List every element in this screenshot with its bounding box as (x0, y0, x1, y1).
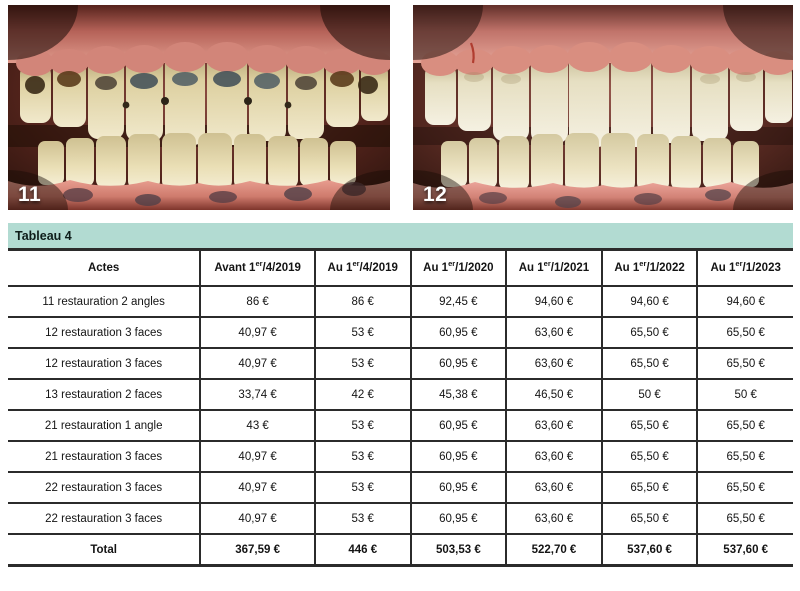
price-cell: 46,50 € (506, 379, 602, 410)
price-cell: 60,95 € (411, 317, 507, 348)
acte-cell: 22 restauration 3 faces (8, 503, 200, 534)
figure-pair (8, 5, 793, 210)
price-cell: 53 € (315, 503, 411, 534)
price-cell: 53 € (315, 472, 411, 503)
price-cell: 65,50 € (602, 317, 698, 348)
price-cell: 65,50 € (602, 410, 698, 441)
table-row (8, 379, 793, 410)
price-cell: 94,60 € (506, 286, 602, 317)
table-title-bar (8, 223, 793, 248)
table-row (8, 410, 793, 441)
price-cell: 40,97 € (200, 503, 315, 534)
table-row (8, 503, 793, 534)
price-cell: 40,97 € (200, 472, 315, 503)
price-cell: 42 € (315, 379, 411, 410)
acte-cell: 21 restauration 3 faces (8, 441, 200, 472)
column-header-au-2020: Au 1er/1/2020 (411, 250, 507, 287)
total-price-cell: 537,60 € (697, 534, 793, 566)
total-price-cell: 522,70 € (506, 534, 602, 566)
table-row (8, 472, 793, 503)
price-cell: 53 € (315, 348, 411, 379)
price-cell: 33,74 € (200, 379, 315, 410)
price-cell: 60,95 € (411, 410, 507, 441)
teeth-before-illustration (8, 5, 390, 210)
price-cell: 65,50 € (602, 441, 698, 472)
total-price-cell: 367,59 € (200, 534, 315, 566)
total-price-cell: 537,60 € (602, 534, 698, 566)
acte-cell: 12 restauration 3 faces (8, 317, 200, 348)
price-cell: 40,97 € (200, 441, 315, 472)
table-row (8, 317, 793, 348)
price-cell: 65,50 € (697, 472, 793, 503)
price-cell: 43 € (200, 410, 315, 441)
total-row (8, 534, 793, 566)
table-row (8, 286, 793, 317)
price-cell: 63,60 € (506, 317, 602, 348)
price-cell: 65,50 € (697, 317, 793, 348)
price-cell: 86 € (315, 286, 411, 317)
price-cell: 65,50 € (697, 441, 793, 472)
figure-number-label: 11 (18, 183, 42, 206)
table-row (8, 441, 793, 472)
price-cell: 60,95 € (411, 503, 507, 534)
price-cell: 63,60 € (506, 503, 602, 534)
column-header-avant-2019: Avant 1er/4/2019 (200, 250, 315, 287)
price-cell: 60,95 € (411, 441, 507, 472)
column-header-au-2019: Au 1er/4/2019 (315, 250, 411, 287)
column-header-au-2022: Au 1er/1/2022 (602, 250, 698, 287)
price-cell: 65,50 € (602, 348, 698, 379)
price-cell: 63,60 € (506, 348, 602, 379)
price-cell: 50 € (697, 379, 793, 410)
price-cell: 63,60 € (506, 441, 602, 472)
column-header-actes: Actes (8, 250, 200, 287)
price-cell: 94,60 € (602, 286, 698, 317)
total-price-cell: 503,53 € (411, 534, 507, 566)
teeth-after-illustration (413, 5, 793, 210)
clinical-photo-after (413, 5, 793, 210)
acte-cell: 11 restauration 2 angles (8, 286, 200, 317)
price-cell: 60,95 € (411, 348, 507, 379)
price-cell: 40,97 € (200, 348, 315, 379)
column-header-au-2021: Au 1er/1/2021 (506, 250, 602, 287)
price-cell: 50 € (602, 379, 698, 410)
acte-cell: 22 restauration 3 faces (8, 472, 200, 503)
total-price-cell: 446 € (315, 534, 411, 566)
price-cell: 53 € (315, 410, 411, 441)
price-cell: 45,38 € (411, 379, 507, 410)
clinical-photo-before (8, 5, 390, 210)
header-row (8, 250, 793, 287)
table-title: Tableau 4 (15, 228, 72, 243)
price-cell: 60,95 € (411, 472, 507, 503)
price-cell: 65,50 € (697, 348, 793, 379)
price-cell: 65,50 € (697, 503, 793, 534)
price-cell: 40,97 € (200, 317, 315, 348)
price-cell: 65,50 € (602, 503, 698, 534)
cost-table (8, 248, 793, 567)
price-cell: 63,60 € (506, 472, 602, 503)
acte-cell: 21 restauration 1 angle (8, 410, 200, 441)
figure-number-label: 12 (423, 183, 448, 206)
price-cell: 53 € (315, 317, 411, 348)
price-cell: 65,50 € (602, 472, 698, 503)
price-cell: 92,45 € (411, 286, 507, 317)
price-cell: 94,60 € (697, 286, 793, 317)
price-cell: 86 € (200, 286, 315, 317)
price-cell: 65,50 € (697, 410, 793, 441)
price-cell: 53 € (315, 441, 411, 472)
price-cell: 63,60 € (506, 410, 602, 441)
total-label-cell: Total (8, 534, 200, 566)
table-row (8, 348, 793, 379)
acte-cell: 12 restauration 3 faces (8, 348, 200, 379)
tableau-4-section (8, 223, 793, 567)
column-header-au-2023: Au 1er/1/2023 (697, 250, 793, 287)
acte-cell: 13 restauration 2 faces (8, 379, 200, 410)
